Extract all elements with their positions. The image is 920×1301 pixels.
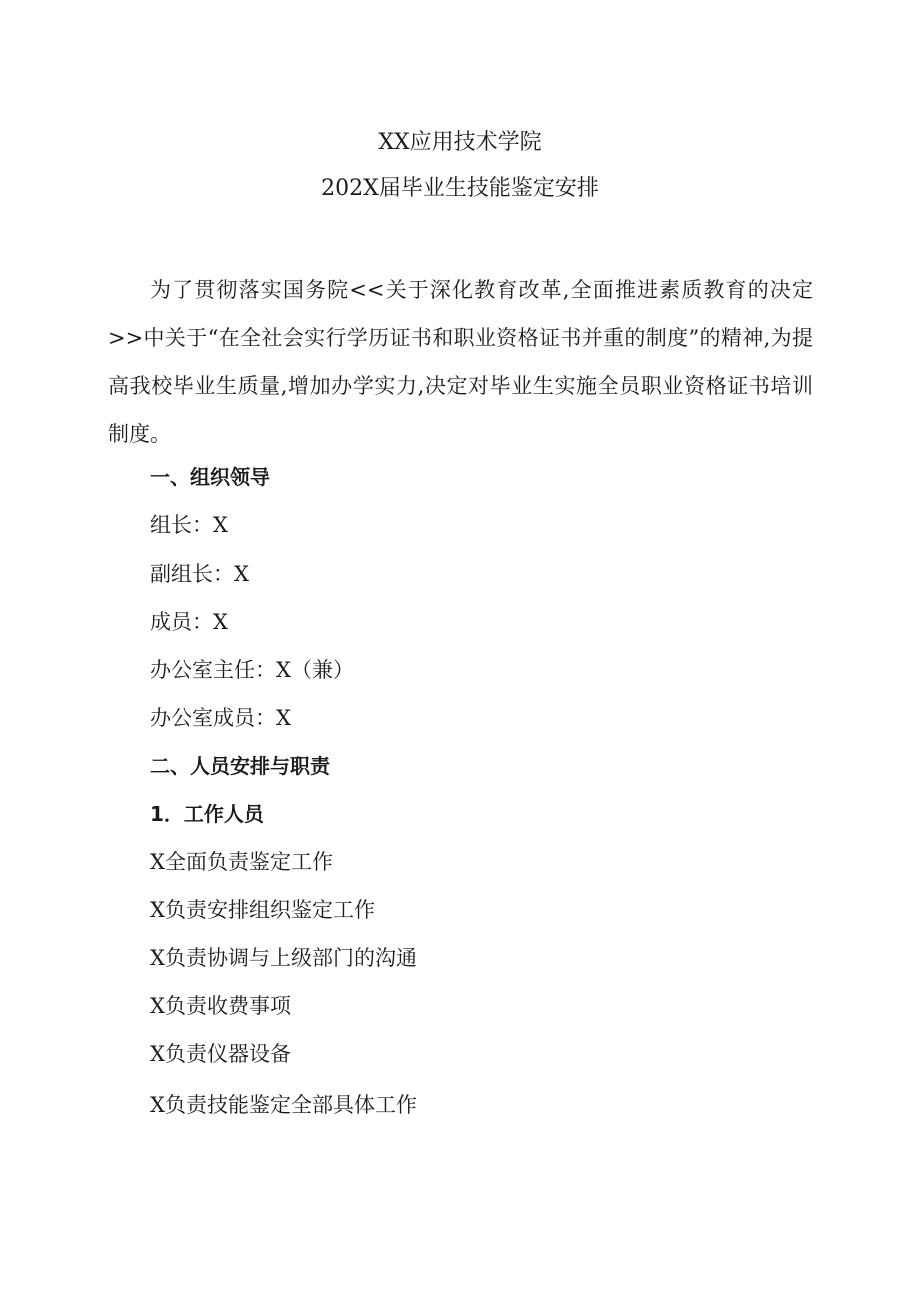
intro-paragraph: 为了贯彻落实国务院<<关于深化教育改革,全面推进素质教育的决定>>中关于“在全社会实行学历证书和职业资格证书并重的制度”的精神,为提高我校毕业生质量,增加办学实力,决定对毕业生实施全员职业资格证书培训制度。 bbox=[108, 278, 813, 446]
office-director-line: 办公室主任：X（兼） bbox=[150, 658, 354, 682]
document-title-institution: XX应用技术学院 bbox=[378, 130, 542, 155]
office-member-line: 办公室成员：X bbox=[150, 706, 291, 730]
section-heading-organization: 一、组织领导 bbox=[150, 465, 270, 489]
subsection-heading-staff: 1．工作人员 bbox=[150, 802, 264, 826]
section-heading-staffing: 二、人员安排与职责 bbox=[150, 754, 330, 778]
duty-item: X全面负责鉴定工作 bbox=[150, 850, 333, 874]
member-line: 成员：X bbox=[150, 610, 228, 634]
leader-line: 组长：X bbox=[150, 513, 228, 537]
duty-item: X负责安排组织鉴定工作 bbox=[150, 898, 375, 922]
duty-item: X负责协调与上级部门的沟通 bbox=[150, 946, 417, 970]
duty-item: X负责技能鉴定全部具体工作 bbox=[150, 1093, 417, 1117]
duty-item: X负责收费事项 bbox=[150, 994, 291, 1018]
document-title-arrangement: 202X届毕业生技能鉴定安排 bbox=[321, 176, 599, 201]
duty-item: X负责仪器设备 bbox=[150, 1042, 291, 1066]
deputy-leader-line: 副组长：X bbox=[150, 562, 249, 586]
